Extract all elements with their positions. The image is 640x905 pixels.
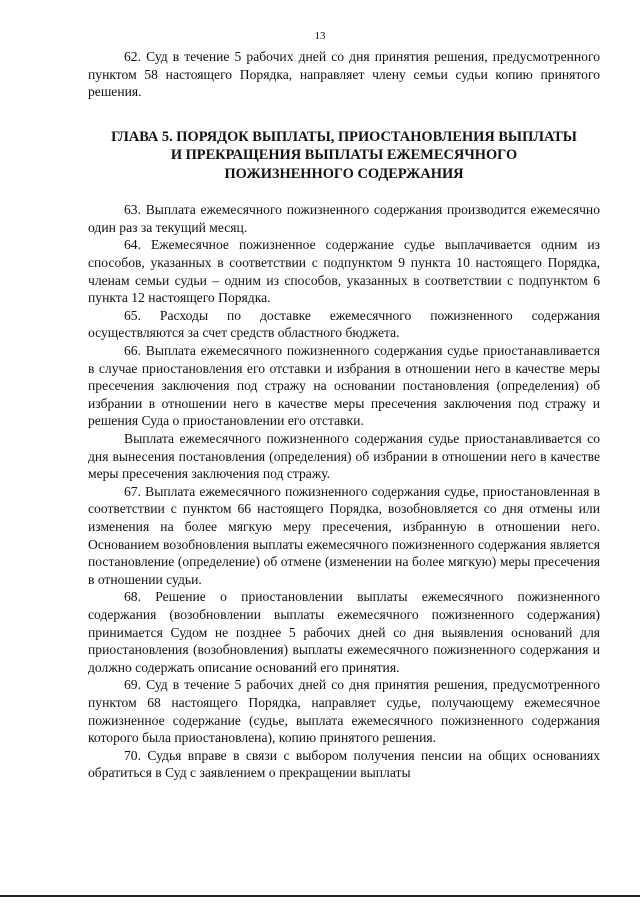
- paragraph-63: 63. Выплата ежемесячного пожизненного содержания производится ежемесячно один раз за текущий месяц.: [88, 202, 600, 235]
- chapter-heading-line: ГЛАВА 5. ПОРЯДОК ВЫПЛАТЫ, ПРИОСТАНОВЛЕНИЯ ВЫПЛАТЫ: [111, 128, 577, 145]
- document-body: [88, 46, 600, 782]
- paragraph-67: 67. Выплата ежемесячного пожизненного содержания судье, приостановленная в соответствии с пунктом 66 настоящего Порядка, возобновляется со дня отмены или изменения на более мягкую меру пресечения, избранную в отношении него. Основанием возобновления выплаты ежемесячного пожизненного содержания является постановление (определение) об отмене (изменении на более мягкую) меры пресечения в отношении судьи.: [88, 483, 600, 587]
- paragraph-64: 64. Ежемесячное пожизненное содержание судье выплачивается одним из способов, указанных в соответствии с подпунктом 9 пункта 10 настоящего Порядка, членам семьи судьи – одним из способов, указанных в соответствии с подпунктом 6 пункта 12 настоящего Порядка.: [88, 237, 600, 306]
- paragraph-70: 70. Судья вправе в связи с выбором получения пенсии на общих основаниях обратиться в Суд с заявлением о прекращении выплаты: [88, 747, 600, 781]
- chapter-heading-line: ПОЖИЗНЕННОГО СОДЕРЖАНИЯ: [224, 165, 464, 182]
- page-number: 13: [314, 30, 326, 42]
- paragraph-62: 62. Суд в течение 5 рабочих дней со дня принятия решения, предусмотренного пунктом 58 настоящего Порядка, направляет члену семьи судьи копию принятого решения.: [88, 49, 600, 100]
- paragraph-69: 69. Суд в течение 5 рабочих дней со дня принятия решения, предусмотренного пунктом 68 настоящего Порядка, направляет судье, получающему ежемесячное пожизненное содержание (судье, выплата ежемесячного пожизненного содержания которого была приостановлена), копию принятого решения.: [88, 677, 600, 746]
- paragraph-66-continued: Выплата ежемесячного пожизненного содержания судье приостанавливается со дня вынесения постановления (определения) об избрании в отношении него в качестве меры пресечения заключения под стражу.: [88, 431, 600, 482]
- chapter-heading-line: И ПРЕКРАЩЕНИЯ ВЫПЛАТЫ ЕЖЕМЕСЯЧНОГО: [170, 147, 518, 164]
- paragraph-68: 68. Решение о приостановлении выплаты ежемесячного пожизненного содержания (возобновлении выплаты ежемесячного пожизненного содержания) принимается Судом не позднее 5 рабочих дней со дня выявления оснований для приостановления (возобновления) выплаты ежемесячного пожизненного содержания и должно содержать описание оснований его принятия.: [88, 589, 600, 675]
- chapter-heading: [88, 128, 600, 184]
- paragraph-66: 66. Выплата ежемесячного пожизненного содержания судье приостанавливается в случае приостановления его отставки и избрания в отношении него в качестве меры пресечения заключения под стражу на основании постановления (определения) об избрании в отношении него в качестве меры пресечения заключения под стражу и решения Суда о приостановлении его отставки.: [88, 343, 600, 429]
- paragraph-65: 65. Расходы по доставке ежемесячного пожизненного содержания осуществляются за счет средств областного бюджета.: [88, 307, 600, 341]
- scan-edge-line: [0, 895, 640, 897]
